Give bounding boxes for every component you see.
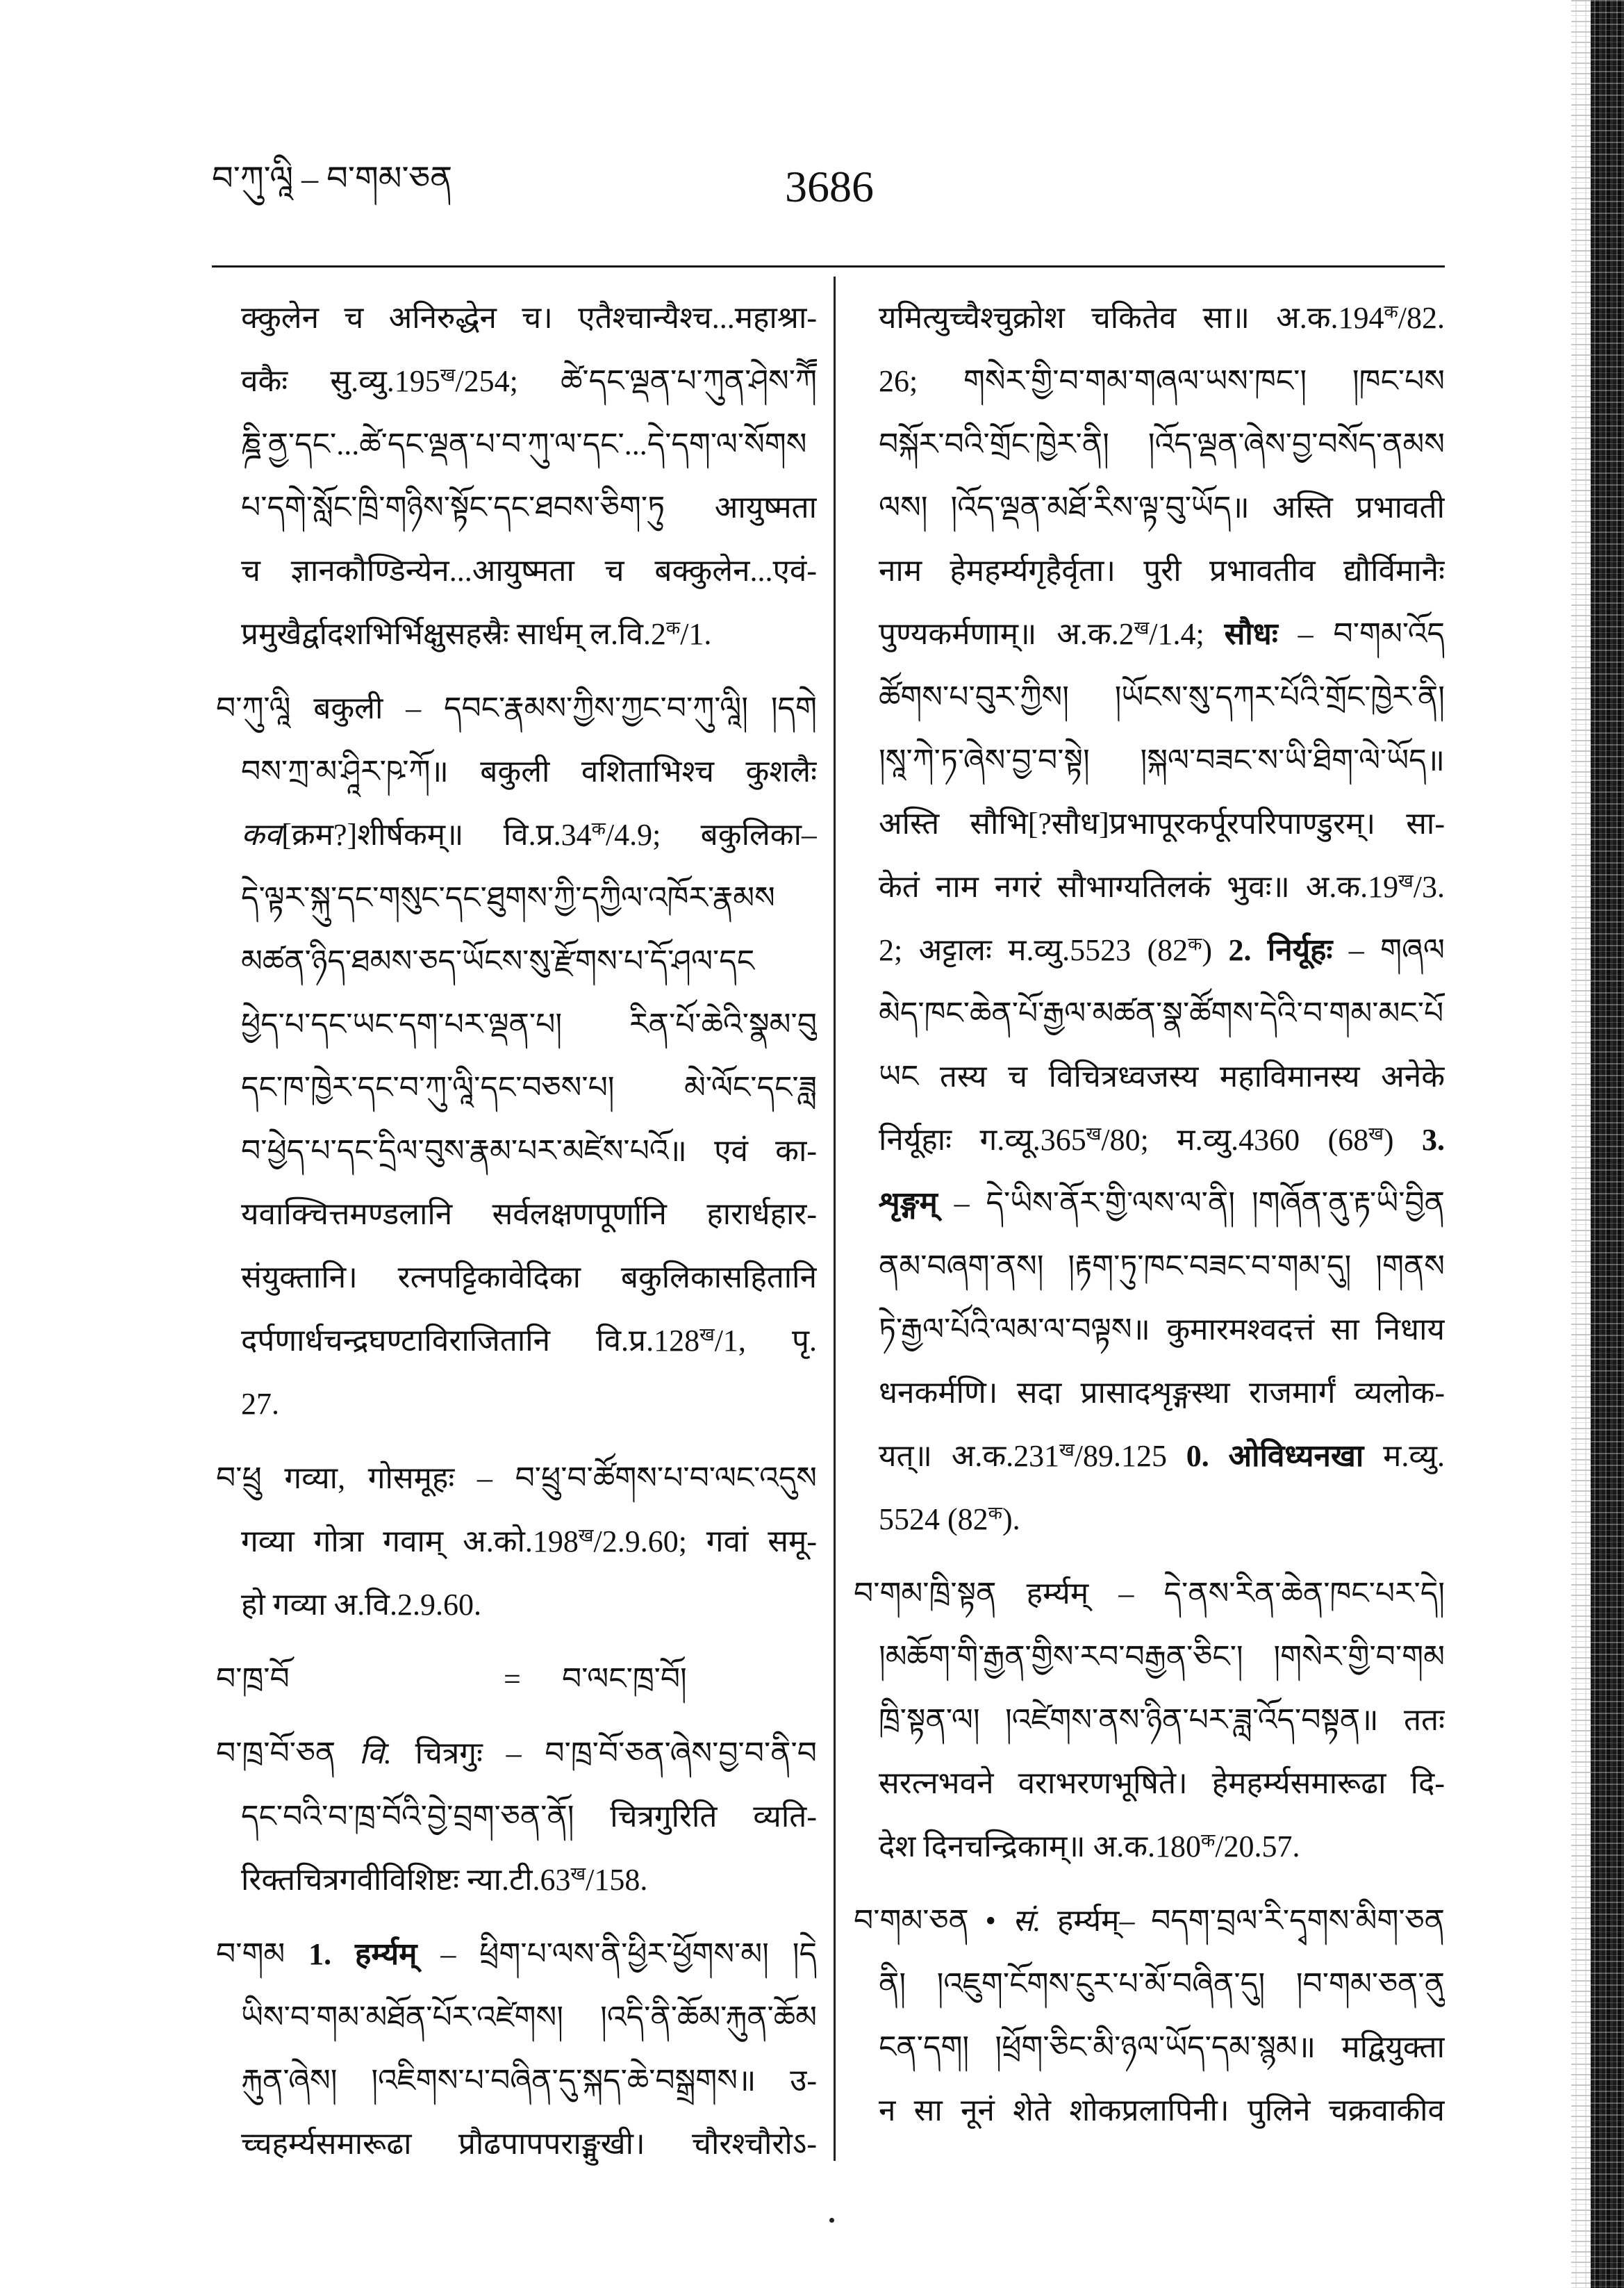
text-run: /2.9.60; गवां समू- [593, 1524, 817, 1558]
entry-line [241, 930, 817, 993]
scan-edge-speckle [1571, 0, 1591, 2288]
text-run: དེ་ལྟར་སྐུ་དང་གསུང་དང་ཐུགས་ཀྱི་དཀྱིལ་འཁོར་རྣམས [241, 881, 775, 915]
scan-speck [829, 2218, 834, 2223]
page-number: 3686 [785, 162, 874, 211]
folio-side-superscript: ख [1398, 870, 1414, 891]
dictionary-entry [216, 1447, 817, 1636]
bold-run: 0. ओविध्यनखा [1186, 1439, 1364, 1473]
text-run: བ་ཕྱེད་པ་དང་དྲིལ་བུས་རྣམ་པར་མཛེས་པའོ॥ एवं का- [241, 1134, 817, 1168]
entry-line [879, 413, 1445, 476]
text-run: པ་དགེ་སློང་ཁྲི་གཉིས་སྟོང་དང་ཐབས་ཅིག་ཏུ आयुष्मता [241, 491, 817, 525]
text-run: – བ་གམ་འོད [1277, 617, 1445, 651]
text-run: /4.9; बकुलिका– [605, 818, 817, 852]
entry-continuation [216, 286, 817, 666]
entry-line [241, 476, 817, 539]
text-run: /3. [1413, 870, 1445, 904]
text-run: ནི། །འཇུག་ངོགས་ངུར་པ་མོ་བཞིན་དུ། །བ་གམ་ཅན་ནུ [879, 1967, 1445, 2001]
entry-line [879, 286, 1445, 349]
dictionary-entry [216, 1647, 817, 1711]
entry-line [241, 1119, 817, 1183]
text-run: ). [1002, 1502, 1020, 1536]
text-run: ཏེ་རྒྱལ་པོའི་ལམ་ལ་བལྟས॥ कुमारमश्वदत्तं सा निधाय [879, 1312, 1445, 1347]
text-run: /1.4; [1149, 617, 1225, 651]
folio-side-superscript: ख [1368, 1123, 1384, 1144]
text-run: रिक्तचित्रगवीविशिष्टः न्या.टी.63 [241, 1863, 571, 1897]
entry-line [241, 539, 817, 602]
entry-line [879, 729, 1445, 792]
folio-side-superscript: क [988, 1502, 1002, 1524]
text-run: /20.57. [1215, 1829, 1300, 1863]
bold-run: सौधः [1224, 617, 1278, 651]
text-run: 2; अट्टालः म.व्यु.5523 (82 [879, 933, 1188, 967]
text-run: हर्म्यम्– བདག་བྲལ་རི་དྭགས་མིག་ཅན [1041, 1904, 1445, 1938]
text-run: देश दिनचन्द्रिकाम्॥ अ.क.180 [879, 1829, 1202, 1863]
text-run: – དེ་ཡིས་ནོར་གྱི་ལས་ལ་ནི། །གཞོན་ནུ་རྟ་ཡི་བྱིན [937, 1186, 1445, 1220]
entry-line [241, 1785, 817, 1848]
text-run: ཡིས་བ་གམ་མཐོན་པོར་འཛེགས། །འདི་ནི་ཆོམ་རྐུན་ཆོམ [241, 2000, 817, 2034]
text-run: བ་ཁྲ་བོ་ཅན [216, 1736, 360, 1770]
folio-side-superscript: क [1201, 1829, 1216, 1851]
headword-line [216, 1722, 817, 1785]
bold-run: शृङ्गम् [879, 1186, 938, 1220]
text-run: प्रमुखैर्द्वादशभिर्भिक्षुसहस्रैः सार्धम् ल.वि.2 [241, 617, 666, 651]
entry-line [879, 982, 1445, 1045]
headword-line [216, 677, 817, 740]
entry-line [879, 349, 1445, 413]
entry-continuation [854, 286, 1445, 1551]
text-run: न सा नूनं शेते शोकप्रलापिनी। पुलिने चक्रवाकीव [879, 2093, 1445, 2127]
folio-side-superscript: ख [1059, 1439, 1075, 1460]
entry-line [879, 476, 1445, 539]
text-run: མཚན་ཉིད་ཐམས་ཅད་ཡོངས་སུ་རྫོགས་པ་དོ་ཤལ་དང [241, 944, 755, 978]
text-run: བ་ཀུ་ལཱི बकुली – དབང་རྣམས་ཀྱིས་ཀྱང་བ་ཀུ་ལཱི། །དགེ [216, 691, 817, 725]
headword-line [216, 1923, 817, 1986]
text-run: ཕྱེད་པ་དང་ཡང་དག་པར་ལྡན་པ། རིན་པོ་ཆེའི་སྣམ་བུ [241, 1007, 817, 1042]
folio-side-superscript: ख [570, 1863, 586, 1884]
italic-run: सं. [1012, 1904, 1041, 1938]
text-run: བ་གམ [216, 1937, 309, 1971]
entry-line [879, 1815, 1445, 1878]
entry-line [879, 666, 1445, 729]
text-run: ཚོགས་པ་བུར་ཀྱིས། །ཡོངས་སུ་དཀར་པོའི་གྲོང་ཁྱེར་ནི། [879, 680, 1445, 714]
text-run: །སཱ་ཀེ་ཏ་ཞེས་བྱ་བ་སྟེ། །སྐལ་བཟང་ས་ཡི་ཐིག་ལེ་ཡོད॥ [879, 743, 1445, 777]
text-run: वकैः सु.व्यु.195 [241, 364, 440, 398]
running-head-range: བ་ཀུ་ལཱི – བ་གམ་ཅན [212, 161, 453, 197]
headword-line [216, 1647, 817, 1711]
folio-side-superscript: ख [440, 364, 456, 386]
text-run: ནམ་བཞག་ནས། །རྟག་ཏུ་ཁང་བཟང་བ་གམ་དུ། །གནས [879, 1249, 1445, 1283]
entry-line [879, 1424, 1445, 1488]
entry-line [241, 1848, 817, 1911]
text-run: བས་ཀྲ་མ་ཤཱིར་ཥ་ཀོ॥ बकुली वशिताभिश्च कुशलैः [241, 755, 817, 789]
text-run: བ་གམ་ཅན • [854, 1904, 1013, 1938]
dictionary-entry [854, 1562, 1445, 1878]
dictionary-entry [216, 1722, 817, 1911]
text-run: अस्ति सौभि[?सौध]प्रभापूरकर्पूरपरिपाण्डुरम्। सा- [879, 807, 1445, 841]
text-run: དང་ཁ་ཁྱེར་དང་བ་ཀུ་ལཱི་དང་བཅས་པ། མེ་ལོང་དང་ཟླ [241, 1071, 817, 1105]
entry-line [241, 866, 817, 930]
entry-line [241, 993, 817, 1056]
folio-side-superscript: क [1188, 933, 1202, 955]
text-run: །མཆོག་གི་རྒྱན་གྱིས་རབ་བརྒྱན་ཅིང་། །གསེར་གྱི་བ་གམ [879, 1640, 1445, 1674]
entry-line [879, 2079, 1445, 2142]
text-run: /1, पृ. [714, 1324, 817, 1358]
text-run: ) [1383, 1123, 1423, 1157]
text-run: བ་ཕྲུ गव्या, गोसमूहः – བ་ཕྲུ་བ་ཚོགས་པ་བ་ལང་འདུས [216, 1461, 817, 1495]
text-run: सरत्नभवने वराभरणभूषिते। हेमहर्म्यसमारूढा दि- [879, 1766, 1445, 1800]
column-divider [834, 277, 836, 2161]
entry-line [241, 803, 817, 866]
text-run: ) [1202, 933, 1229, 967]
text-run: ངན་དག། །ཕྲོག་ཅིང་མི་ཉལ་ཡོད་དམ་སྙམ॥ मद्वियुक्ता [879, 2030, 1445, 2064]
text-run: हो गव्या अ.वि.2.9.60. [241, 1588, 481, 1622]
entry-line [879, 539, 1445, 602]
text-run: निर्यूहाः ग.व्यू.365 [879, 1123, 1086, 1157]
entry-line [879, 1108, 1445, 1171]
entry-line [241, 1183, 817, 1246]
entry-line [241, 349, 817, 413]
entry-line [241, 1372, 817, 1435]
entry-line [241, 2049, 817, 2112]
entry-line [879, 602, 1445, 666]
text-run: རྐུན་ཞེས། །འཇིགས་པ་བཞིན་དུ་སྐད་ཆེ་བསྒྲགས॥ उ- [241, 2064, 817, 2098]
entry-line [241, 740, 817, 803]
text-run: – ཕྲིག་པ་ལས་ནི་ཕྱིར་ཕྱོགས་མ། །དེ [417, 1937, 817, 1971]
cross-reference-target: བ་ལང་ཁྲ་བོ། [562, 1662, 687, 1696]
entry-line [879, 1171, 1445, 1235]
text-run: 26; གསེར་གྱི་བ་གམ་གཞལ་ཡས་ཁང་། །ཁང་པས [879, 364, 1445, 398]
scan-edge-strip [1591, 0, 1624, 2288]
text-run: /158. [586, 1863, 648, 1897]
bold-run: 3. [1422, 1123, 1445, 1157]
folio-side-superscript: क [591, 818, 606, 839]
text-run: མེད་ཁང་ཆེན་པོ་རྒྱལ་མཚན་སྣ་ཚོགས་དེའི་བ་གམ་མང་པོ [879, 996, 1444, 1030]
folio-side-superscript: क [1384, 301, 1398, 322]
entry-line [241, 602, 817, 666]
folio-side-superscript: ख [578, 1524, 594, 1546]
text-run: ཎྜི་ནྱ་དང་...ཚེ་དང་ལྡན་པ་བ་ཀུ་ལ་དང་...དེ་དག་ལ་སོགས [241, 427, 807, 461]
entry-line [879, 1298, 1445, 1361]
text-run: च्चहर्म्यसमारूढा प्रौढपापपराङ्मुखी। चौरश्चौरोऽ- [241, 2127, 817, 2161]
headword-line [216, 1447, 817, 1510]
headword-line [854, 1562, 1445, 1625]
text-run: བ་ཁྲ་བོ [216, 1662, 290, 1696]
entry-line [879, 1952, 1445, 2016]
italic-run: कव [241, 818, 282, 852]
entry-line [879, 1488, 1445, 1551]
folio-side-superscript: ख [1134, 617, 1150, 639]
entry-line [241, 1986, 817, 2049]
text-run: ཁྲི་སྟན་ལ། །འཛེགས་ནས་ཉིན་པར་ཟླ་འོད་བསྟན॥ ततः [879, 1703, 1445, 1737]
entry-line [879, 1045, 1445, 1108]
entry-line [241, 1573, 817, 1636]
bold-run: 1. हर्म्यम् [308, 1937, 417, 1971]
folio-side-superscript: ख [699, 1324, 715, 1345]
entry-line [879, 1688, 1445, 1752]
folio-side-superscript: ख [1086, 1123, 1102, 1144]
text-run: 27. [241, 1387, 279, 1421]
entry-line [879, 1235, 1445, 1298]
entry-line [879, 2016, 1445, 2079]
text-run: यमित्युच्चैश्चुक्रोश चकितेव सा॥ अ.क.194 [879, 301, 1384, 335]
entry-line [879, 1361, 1445, 1424]
text-run: – གཞལ [1332, 933, 1445, 967]
entry-line [879, 1752, 1445, 1815]
entry-line [241, 286, 817, 349]
entry-line [241, 1510, 817, 1573]
entry-line [879, 919, 1445, 982]
text-run: यवाक्चित्तमण्डलानि सर्वलक्षणपूर्णानि हारार्धहार- [241, 1197, 817, 1231]
left-column [216, 286, 817, 2175]
italic-run: वि. [359, 1736, 392, 1770]
dictionary-entry [216, 677, 817, 1435]
entry-line [241, 1246, 817, 1309]
text-run: བ་གམ་ཁྲི་སྟན हर्म्यम् – དེ་ནས་རིན་ཆེན་ཁང་པར་དེ། [854, 1577, 1445, 1611]
text-run: /80; म.व्यु.4360 (68 [1101, 1123, 1369, 1157]
entry-line [879, 792, 1445, 855]
text-run: ཡང तस्य च विचित्रध्वजस्य महाविमानस्य अनेके [879, 1060, 1445, 1094]
equals-sign: = [504, 1662, 521, 1696]
headword-line [854, 1889, 1445, 1952]
text-run: संयुक्तानि। रत्नपट्टिकावेदिका बकुलिकासहितानि [241, 1260, 817, 1294]
entry-line [241, 2112, 817, 2175]
text-run: च ज्ञानकौण्डिन्येन...आयुष्मता च बक्कुलेन...एवं- [241, 554, 817, 588]
entry-line [241, 1309, 817, 1372]
text-run: गव्या गोत्रा गवाम् अ.को.198 [241, 1524, 579, 1558]
text-run: ལས། །འོད་ལྡན་མཐོ་རིས་ལྟ་བུ་ཡོད॥ अस्ति प्रभावती [879, 491, 1445, 525]
text-run: म.व्यु. [1364, 1439, 1445, 1473]
header-rule [212, 265, 1445, 268]
text-run: བསྐོར་བའི་གྲོང་ཁྱེར་ནི། །འོད་ལྡན་ཞེས་བྱ་བསོད་ནམས [879, 427, 1445, 461]
entry-line [879, 855, 1445, 919]
text-run: /82. [1398, 301, 1445, 335]
entry-line [241, 413, 817, 476]
dictionary-entry [854, 1889, 1445, 2142]
text-run: नाम हेमहर्म्यगृहैर्वृता। पुरी प्रभावतीव द्यौर्विमानैः [879, 554, 1445, 588]
entry-line [241, 1056, 817, 1119]
text-run: पुण्यकर्मणाम्॥ अ.क.2 [879, 617, 1134, 651]
bold-run: 2. निर्यूहः [1228, 933, 1333, 967]
text-run: དང་བའི་བ་ཁྲ་བོའི་བྱེ་བྲག་ཅན་ནོ། चित्रगुरिति व्यति- [241, 1800, 817, 1834]
text-run: दर्पणार्धचन्द्रघण्टाविराजितानि वि.प्र.128 [241, 1324, 700, 1358]
right-column [854, 286, 1445, 2142]
text-run: 5524 (82 [879, 1502, 988, 1536]
text-run: क्कुलेन च अनिरुद्धेन च। एतैश्चान्यैश्च...महाश्रा- [241, 301, 817, 335]
text-run: चित्रगुः – བ་ཁྲ་བོ་ཅན་ཞེས་བྱ་བ་ནི་བ [391, 1736, 817, 1770]
text-run: केतं नाम नगरं सौभाग्यतिलकं भुवः॥ अ.क.19 [879, 870, 1399, 904]
folio-side-superscript: क [665, 617, 681, 639]
text-run: यत्॥ अ.क.231 [879, 1439, 1060, 1473]
text-run: [क्रम?]शीर्षकम्॥ वि.प्र.34 [281, 818, 592, 852]
dictionary-entry [216, 1923, 817, 2175]
text-run: /89.125 [1074, 1439, 1186, 1473]
entry-line [879, 1625, 1445, 1688]
text-run: /254; ཚེ་དང་ལྡན་པ་ཀུན་ཤེས་ཀཽ [455, 364, 817, 398]
text-run: धनकर्मणि। सदा प्रासादशृङ्गस्था राजमार्गं व्यलोक- [879, 1376, 1445, 1410]
text-run: /1. [680, 617, 712, 651]
